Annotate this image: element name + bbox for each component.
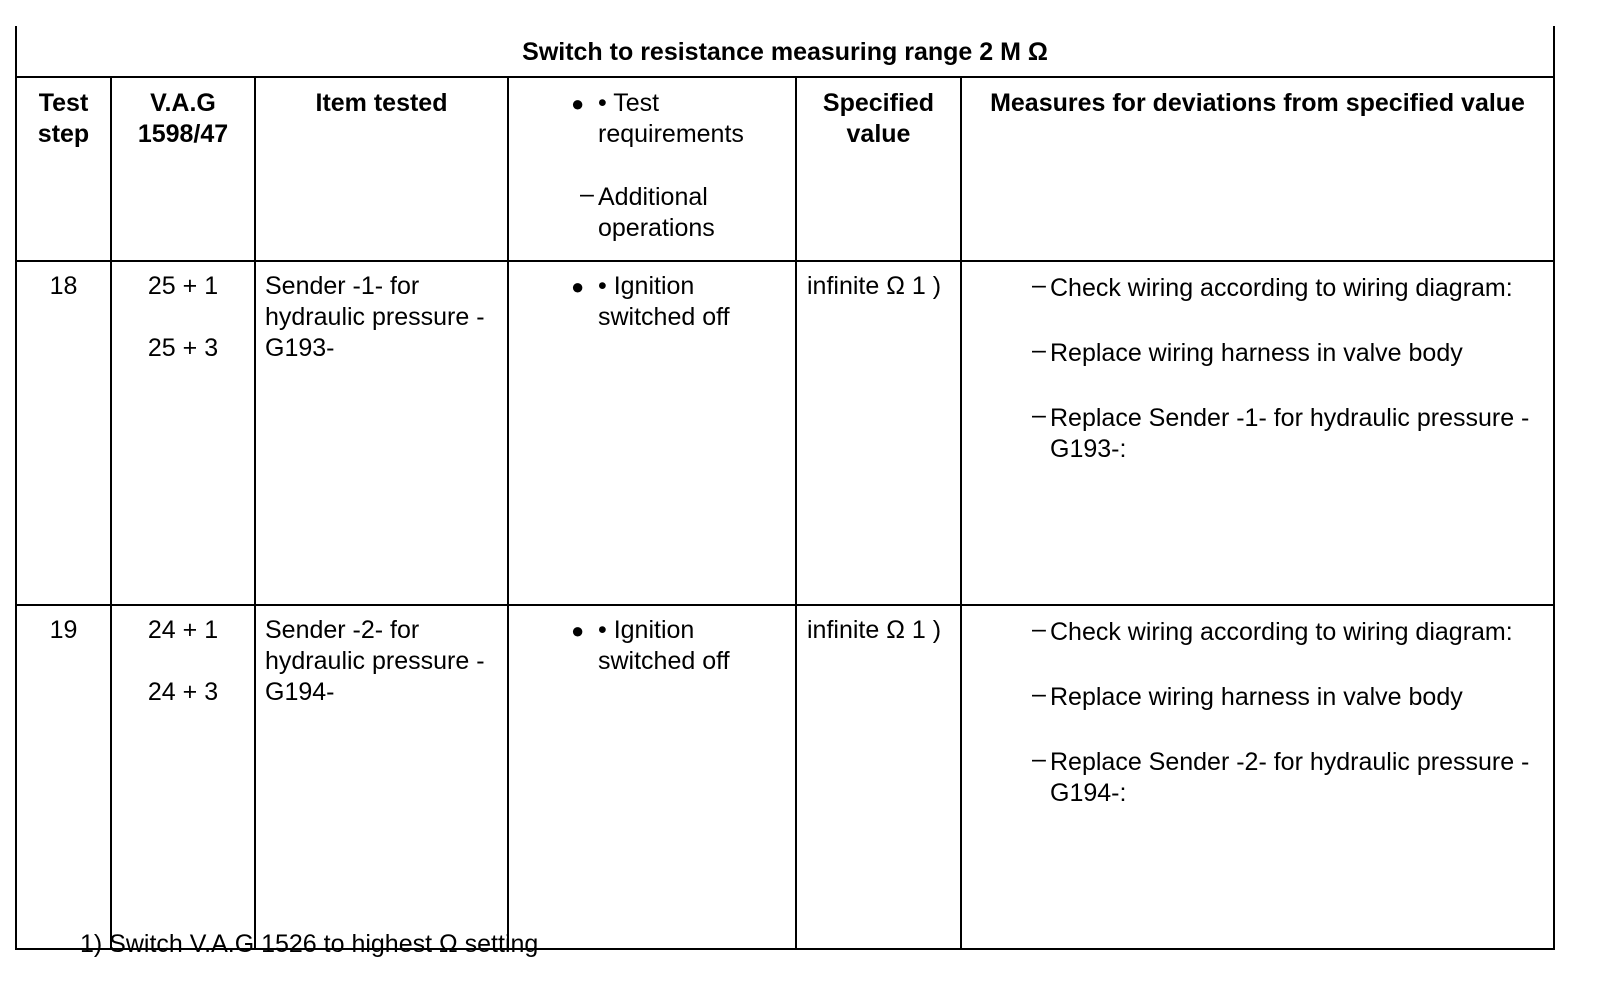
bullet-dot: ● xyxy=(571,618,585,643)
header-row xyxy=(16,77,1554,261)
cell-measures xyxy=(961,261,1554,605)
cell-measures xyxy=(961,605,1554,949)
bullet-dot: ● xyxy=(571,274,585,299)
measure-item: – Replace wiring harness in valve body xyxy=(1032,680,1463,711)
measure-item: – Replace Sender -2- for hydraulic pressure -G194-: xyxy=(1032,745,1530,807)
header-specified-value: Specified value xyxy=(796,77,961,261)
dash-marker: – xyxy=(1032,680,1046,708)
cell-vag xyxy=(111,605,255,949)
cell-vag xyxy=(111,261,255,605)
header-requirements xyxy=(508,77,796,261)
measure-item: – Replace Sender -1- for hydraulic pressure -G193-: xyxy=(1032,401,1530,463)
table-row xyxy=(16,261,1554,605)
requirement-text: • Ignition switched off xyxy=(598,272,730,331)
requirement-text: • Ignition switched off xyxy=(598,616,730,675)
cell-test-step: 18 xyxy=(16,261,111,605)
header-vag: V.A.G 1598/47 xyxy=(111,77,255,261)
vag-value: 24 + 3 xyxy=(147,678,219,706)
test-table xyxy=(15,26,1555,950)
footnote: 1) Switch V.A.G 1526 to highest Ω setting xyxy=(80,930,539,958)
dash-marker: – xyxy=(1032,271,1046,299)
cell-specified-value: infinite Ω 1 ) xyxy=(796,605,961,949)
dash-marker: – xyxy=(580,180,594,208)
cell-item-tested: Sender -1- for hydraulic pressure -G193- xyxy=(255,261,508,605)
header-test-step: Test step xyxy=(16,77,111,261)
measure-item: – Check wiring according to wiring diagram: xyxy=(1032,271,1513,302)
dash-marker: – xyxy=(1032,401,1046,429)
header-item-tested: Item tested xyxy=(255,77,508,261)
vag-value: 24 + 1 xyxy=(147,616,219,644)
measure-item: – Replace wiring harness in valve body xyxy=(1032,336,1463,367)
dash-marker: – xyxy=(1032,615,1046,643)
header-test-requirements: • Test requirements xyxy=(598,89,744,148)
header-additional-operations: Additional operations xyxy=(598,183,715,242)
header-measures: Measures for deviations from specified value xyxy=(961,77,1554,261)
table-title: Switch to resistance measuring range 2 M Ω xyxy=(16,26,1554,77)
cell-test-step: 19 xyxy=(16,605,111,949)
cell-item-tested: Sender -2- for hydraulic pressure -G194- xyxy=(255,605,508,949)
vag-value: 25 + 3 xyxy=(147,334,219,362)
vag-value: 25 + 1 xyxy=(147,272,219,300)
dash-marker: – xyxy=(1032,745,1046,773)
cell-specified-value: infinite Ω 1 ) xyxy=(796,261,961,605)
measure-item: – Check wiring according to wiring diagram: xyxy=(1032,615,1513,646)
title-row xyxy=(16,26,1554,77)
bullet-dot: ● xyxy=(571,91,585,116)
cell-requirements xyxy=(508,261,796,605)
table-row xyxy=(16,605,1554,949)
cell-requirements xyxy=(508,605,796,949)
dash-marker: – xyxy=(1032,336,1046,364)
